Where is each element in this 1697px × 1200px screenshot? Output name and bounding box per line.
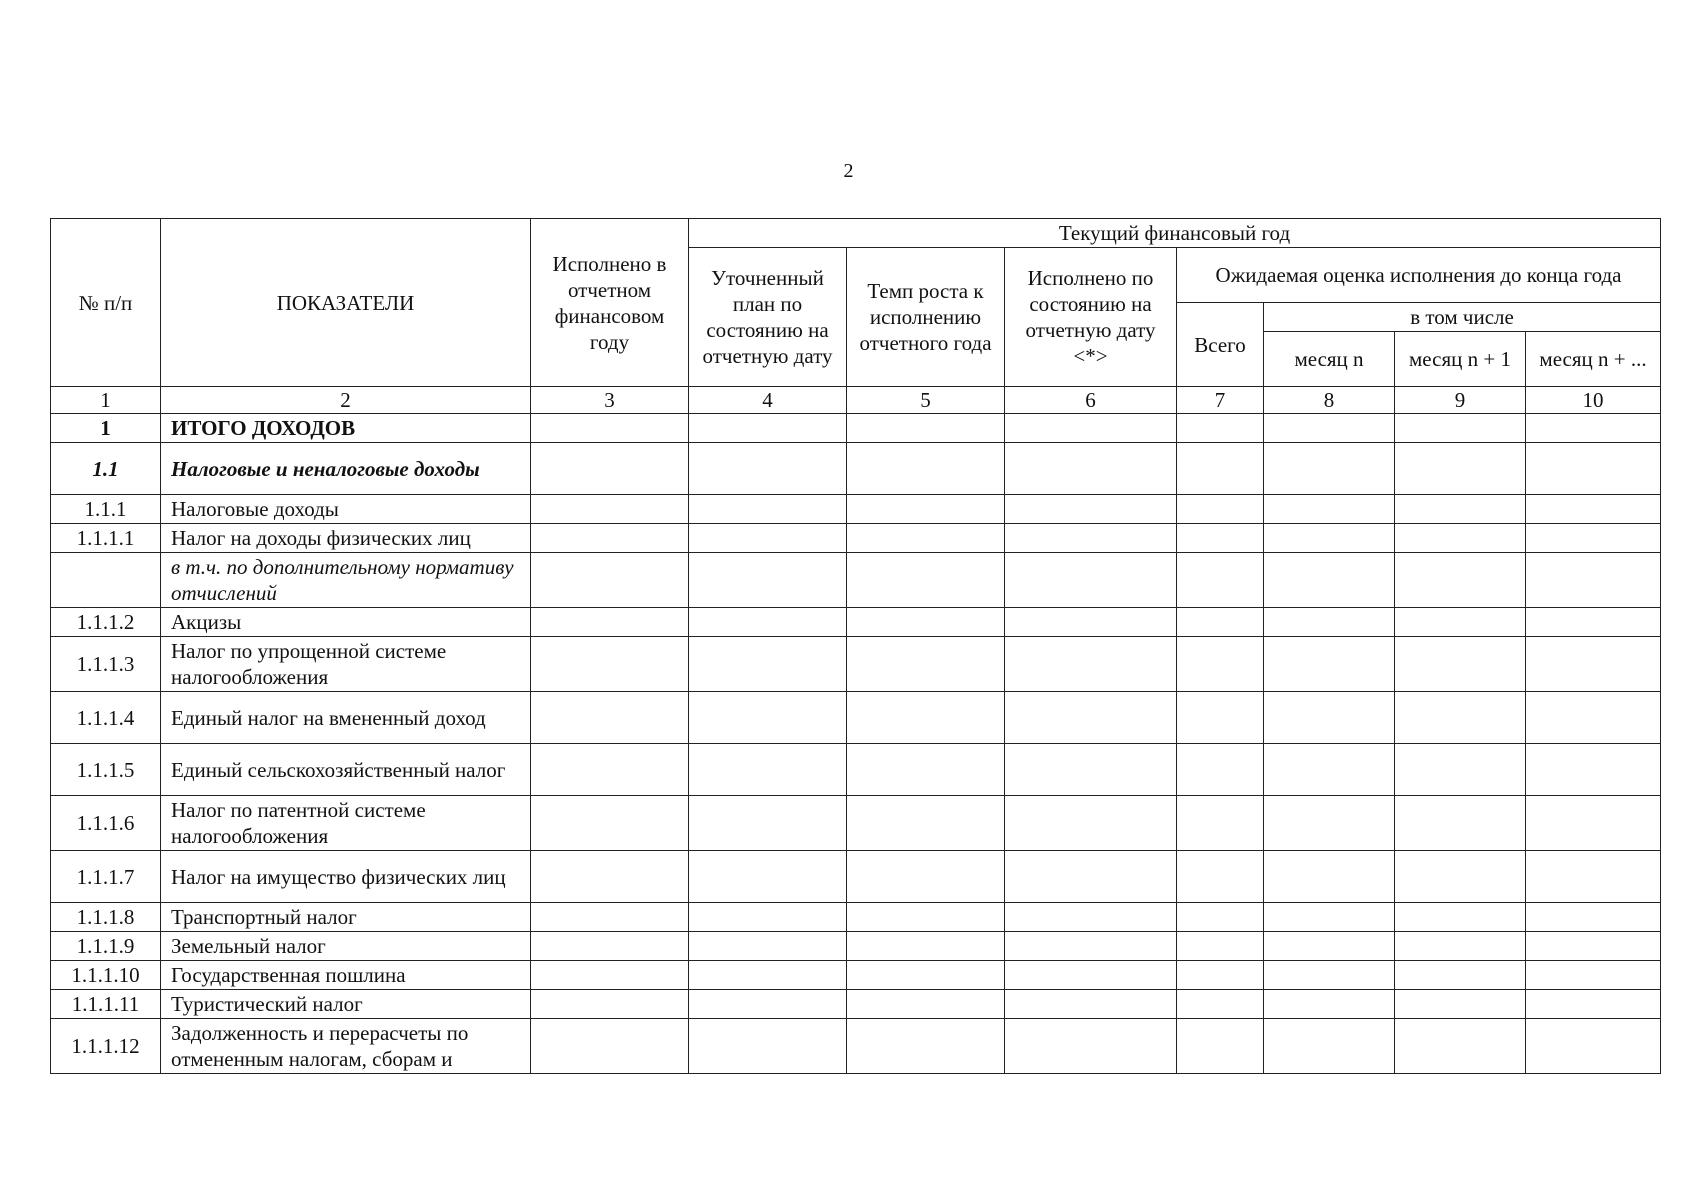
- header-including: в том числе: [1264, 303, 1661, 332]
- value-cell: [689, 796, 847, 851]
- value-cell: [689, 932, 847, 961]
- value-cell: [1395, 932, 1526, 961]
- value-cell: [531, 553, 689, 608]
- value-cell: [1177, 443, 1264, 495]
- column-number: 8: [1264, 387, 1395, 414]
- table-row: [51, 692, 1661, 744]
- value-cell: [689, 903, 847, 932]
- value-cell: [1395, 692, 1526, 744]
- column-number: 5: [847, 387, 1005, 414]
- row-label: Налоговые доходы: [161, 495, 531, 524]
- value-cell: [1005, 553, 1177, 608]
- column-number: 4: [689, 387, 847, 414]
- value-cell: [689, 637, 847, 692]
- table-row: [51, 524, 1661, 553]
- value-cell: [1526, 524, 1661, 553]
- value-cell: [1264, 692, 1395, 744]
- column-number: 10: [1526, 387, 1661, 414]
- table-row: [51, 932, 1661, 961]
- value-cell: [1264, 524, 1395, 553]
- row-label: Задолженность и перерасчеты по отмененным налогам, сборам и: [161, 1019, 531, 1074]
- value-cell: [1395, 903, 1526, 932]
- value-cell: [531, 524, 689, 553]
- value-cell: [1395, 553, 1526, 608]
- header-current-year: Текущий финансовый год: [689, 219, 1661, 248]
- value-cell: [1395, 608, 1526, 637]
- value-cell: [531, 443, 689, 495]
- value-cell: [1395, 637, 1526, 692]
- column-number: 6: [1005, 387, 1177, 414]
- table-row: [51, 990, 1661, 1019]
- value-cell: [531, 851, 689, 903]
- row-label: Туристический налог: [161, 990, 531, 1019]
- value-cell: [1005, 744, 1177, 796]
- value-cell: [689, 990, 847, 1019]
- value-cell: [1005, 637, 1177, 692]
- row-label: Транспортный налог: [161, 903, 531, 932]
- value-cell: [847, 851, 1005, 903]
- value-cell: [1526, 608, 1661, 637]
- header-executed-reporting-year: Исполнено в отчетном финансовом году: [531, 219, 689, 387]
- value-cell: [1177, 961, 1264, 990]
- value-cell: [1395, 796, 1526, 851]
- value-cell: [1177, 495, 1264, 524]
- value-cell: [689, 961, 847, 990]
- value-cell: [1005, 796, 1177, 851]
- row-number: 1.1.1.6: [51, 796, 161, 851]
- value-cell: [847, 961, 1005, 990]
- row-number: 1.1.1.4: [51, 692, 161, 744]
- header-indicators: ПОКАЗАТЕЛИ: [161, 219, 531, 387]
- value-cell: [1395, 443, 1526, 495]
- value-cell: [1395, 1019, 1526, 1074]
- table-row: [51, 851, 1661, 903]
- table-row: [51, 796, 1661, 851]
- row-number: 1.1.1.2: [51, 608, 161, 637]
- value-cell: [531, 637, 689, 692]
- row-number: 1.1.1.12: [51, 1019, 161, 1074]
- value-cell: [1264, 851, 1395, 903]
- value-cell: [847, 796, 1005, 851]
- header-num: № п/п: [51, 219, 161, 387]
- value-cell: [1264, 414, 1395, 443]
- value-cell: [1526, 637, 1661, 692]
- value-cell: [689, 1019, 847, 1074]
- value-cell: [1264, 443, 1395, 495]
- value-cell: [689, 744, 847, 796]
- value-cell: [847, 932, 1005, 961]
- value-cell: [531, 796, 689, 851]
- value-cell: [689, 443, 847, 495]
- value-cell: [1264, 495, 1395, 524]
- value-cell: [1395, 961, 1526, 990]
- value-cell: [531, 608, 689, 637]
- value-cell: [689, 495, 847, 524]
- value-cell: [1177, 414, 1264, 443]
- header-month-n-plus-1: месяц n + 1: [1395, 332, 1526, 387]
- revenue-report-table: [50, 218, 1661, 1074]
- value-cell: [1177, 553, 1264, 608]
- value-cell: [847, 637, 1005, 692]
- value-cell: [1526, 414, 1661, 443]
- table-row: [51, 443, 1661, 495]
- value-cell: [1526, 903, 1661, 932]
- value-cell: [1177, 524, 1264, 553]
- value-cell: [847, 414, 1005, 443]
- row-label: Налоговые и неналоговые доходы: [161, 443, 531, 495]
- value-cell: [847, 990, 1005, 1019]
- value-cell: [1526, 961, 1661, 990]
- column-numbers-row: [51, 387, 1661, 414]
- row-label: Налог на имущество физических лиц: [161, 851, 531, 903]
- value-cell: [1177, 932, 1264, 961]
- value-cell: [847, 1019, 1005, 1074]
- table-row: [51, 744, 1661, 796]
- row-label: Налог на доходы физических лиц: [161, 524, 531, 553]
- column-number: 1: [51, 387, 161, 414]
- value-cell: [1395, 414, 1526, 443]
- value-cell: [1177, 903, 1264, 932]
- value-cell: [1526, 443, 1661, 495]
- value-cell: [531, 692, 689, 744]
- value-cell: [1177, 796, 1264, 851]
- table-row: [51, 553, 1661, 608]
- header-growth-rate: Темп роста к исполнению отчетного года: [847, 248, 1005, 387]
- value-cell: [1264, 961, 1395, 990]
- value-cell: [531, 495, 689, 524]
- value-cell: [1005, 961, 1177, 990]
- value-cell: [1526, 851, 1661, 903]
- value-cell: [1395, 990, 1526, 1019]
- value-cell: [1395, 744, 1526, 796]
- value-cell: [1264, 990, 1395, 1019]
- value-cell: [531, 1019, 689, 1074]
- row-number: [51, 553, 161, 608]
- value-cell: [1177, 637, 1264, 692]
- value-cell: [1395, 524, 1526, 553]
- value-cell: [1395, 851, 1526, 903]
- value-cell: [847, 495, 1005, 524]
- value-cell: [689, 553, 847, 608]
- value-cell: [531, 414, 689, 443]
- row-number: 1.1.1.1: [51, 524, 161, 553]
- row-number: 1.1.1.8: [51, 903, 161, 932]
- value-cell: [847, 524, 1005, 553]
- value-cell: [1005, 443, 1177, 495]
- table-row: [51, 961, 1661, 990]
- value-cell: [1264, 637, 1395, 692]
- table-row: [51, 1019, 1661, 1074]
- header-expected-estimate: Ожидаемая оценка исполнения до конца года: [1177, 248, 1661, 303]
- row-label: в т.ч. по дополнительному нормативу отчислений: [161, 553, 531, 608]
- value-cell: [1526, 1019, 1661, 1074]
- value-cell: [847, 608, 1005, 637]
- value-cell: [1264, 1019, 1395, 1074]
- row-label: Земельный налог: [161, 932, 531, 961]
- header-month-n-plus-more: месяц n + ...: [1526, 332, 1661, 387]
- value-cell: [689, 524, 847, 553]
- value-cell: [1177, 851, 1264, 903]
- value-cell: [1177, 744, 1264, 796]
- header-month-n: месяц n: [1264, 332, 1395, 387]
- column-number: 7: [1177, 387, 1264, 414]
- value-cell: [689, 692, 847, 744]
- value-cell: [1395, 495, 1526, 524]
- value-cell: [1005, 851, 1177, 903]
- value-cell: [1526, 744, 1661, 796]
- row-number: 1.1.1.10: [51, 961, 161, 990]
- value-cell: [1005, 608, 1177, 637]
- value-cell: [531, 932, 689, 961]
- row-number: 1.1.1.11: [51, 990, 161, 1019]
- value-cell: [1526, 692, 1661, 744]
- value-cell: [1526, 932, 1661, 961]
- value-cell: [531, 744, 689, 796]
- value-cell: [1005, 932, 1177, 961]
- value-cell: [531, 961, 689, 990]
- column-number: 9: [1395, 387, 1526, 414]
- value-cell: [847, 692, 1005, 744]
- value-cell: [1264, 903, 1395, 932]
- header-total: Всего: [1177, 303, 1264, 387]
- value-cell: [847, 443, 1005, 495]
- table-row: [51, 495, 1661, 524]
- value-cell: [1005, 903, 1177, 932]
- value-cell: [1005, 414, 1177, 443]
- column-number: 3: [531, 387, 689, 414]
- value-cell: [1526, 553, 1661, 608]
- row-number: 1.1.1.7: [51, 851, 161, 903]
- value-cell: [689, 414, 847, 443]
- value-cell: [1526, 990, 1661, 1019]
- row-number: 1.1.1.5: [51, 744, 161, 796]
- table-row: [51, 608, 1661, 637]
- value-cell: [1005, 692, 1177, 744]
- row-label: Налог по патентной системе налогообложения: [161, 796, 531, 851]
- row-label: Акцизы: [161, 608, 531, 637]
- row-label: Единый налог на вмененный доход: [161, 692, 531, 744]
- value-cell: [531, 903, 689, 932]
- value-cell: [1177, 608, 1264, 637]
- value-cell: [1264, 744, 1395, 796]
- value-cell: [1264, 932, 1395, 961]
- value-cell: [1005, 990, 1177, 1019]
- report-body: [51, 414, 1661, 1074]
- value-cell: [1177, 1019, 1264, 1074]
- value-cell: [847, 744, 1005, 796]
- value-cell: [1177, 692, 1264, 744]
- value-cell: [531, 990, 689, 1019]
- table-row: [51, 637, 1661, 692]
- value-cell: [689, 851, 847, 903]
- value-cell: [1264, 553, 1395, 608]
- value-cell: [1177, 990, 1264, 1019]
- value-cell: [1264, 608, 1395, 637]
- column-number: 2: [161, 387, 531, 414]
- value-cell: [1005, 1019, 1177, 1074]
- header-executed-to-date: Исполнено по состоянию на отчетную дату <*>: [1005, 248, 1177, 387]
- row-label: ИТОГО ДОХОДОВ: [161, 414, 531, 443]
- row-label: Налог по упрощенной системе налогообложения: [161, 637, 531, 692]
- value-cell: [1005, 524, 1177, 553]
- value-cell: [1005, 495, 1177, 524]
- page-number: 2: [843, 160, 854, 182]
- row-label: Государственная пошлина: [161, 961, 531, 990]
- value-cell: [1264, 796, 1395, 851]
- value-cell: [689, 608, 847, 637]
- row-number: 1.1.1.3: [51, 637, 161, 692]
- row-number: 1.1: [51, 443, 161, 495]
- value-cell: [1526, 796, 1661, 851]
- header-refined-plan: Уточненный план по состоянию на отчетную дату: [689, 248, 847, 387]
- row-label: Единый сельскохозяйственный налог: [161, 744, 531, 796]
- value-cell: [847, 903, 1005, 932]
- table-row: [51, 414, 1661, 443]
- table-row: [51, 903, 1661, 932]
- value-cell: [847, 553, 1005, 608]
- value-cell: [1526, 495, 1661, 524]
- row-number: 1: [51, 414, 161, 443]
- row-number: 1.1.1.9: [51, 932, 161, 961]
- row-number: 1.1.1: [51, 495, 161, 524]
